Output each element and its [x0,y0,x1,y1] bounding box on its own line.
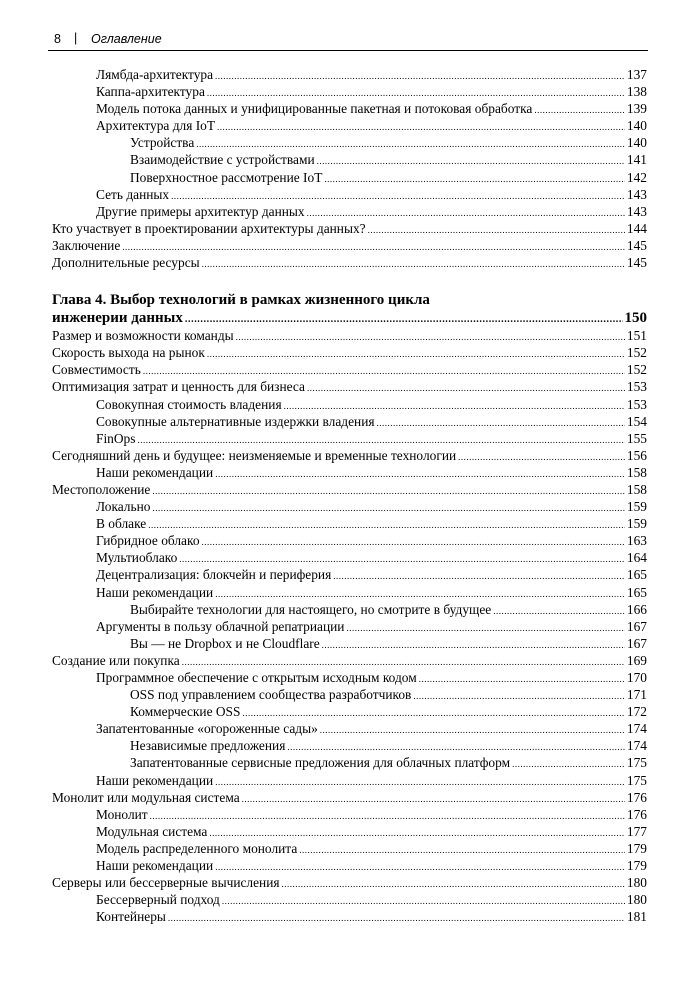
dot-leader [202,534,625,551]
toc-entry[interactable] [52,789,647,806]
toc-entry[interactable] [52,857,647,874]
toc-entry-page: 159 [626,499,647,515]
toc-entry-page: 176 [626,806,647,822]
dot-leader [324,171,625,188]
toc-entry-page: 145 [626,237,647,253]
dot-leader [185,311,623,329]
dot-leader [458,449,625,466]
toc-entry-label: Совокупная стоимость владения [96,396,282,412]
toc-entry-page: 155 [626,430,647,446]
toc-entry[interactable] [52,186,647,203]
chapter-page: 150 [624,310,647,327]
dot-leader [242,791,625,808]
toc-entry-page: 142 [626,169,647,185]
dot-leader [307,380,625,397]
toc-entry-label: Наши рекомендации [96,858,214,874]
toc-entry-page: 177 [626,823,647,839]
toc-entry[interactable] [52,151,647,168]
toc-entry-label: Сегодняшний день и будущее: неизменяемые и временные технологии [52,447,457,463]
toc-entry-page: 175 [626,755,647,771]
toc-entry-label: Наши рекомендации [96,464,214,480]
toc-entry-page: 152 [626,362,647,378]
toc-entry[interactable] [52,237,647,254]
toc-entry[interactable] [52,618,647,635]
toc-entry[interactable] [52,430,647,447]
toc-entry[interactable] [52,515,647,532]
toc-entry-label: Размер и возможности команды [52,328,234,344]
toc-entry[interactable] [52,549,647,566]
toc-entry-page: 163 [626,533,647,549]
toc-entry[interactable] [52,169,647,186]
table-of-contents [52,66,647,925]
toc-entry-page: 143 [626,186,647,202]
toc-entry[interactable] [52,447,647,464]
toc-entry-page: 167 [626,635,647,651]
toc-entry-label: Создание или покупка [52,652,180,668]
toc-entry[interactable] [52,806,647,823]
toc-entry-page: 166 [626,601,647,617]
page-number: 8 [54,32,61,46]
toc-entry-page: 141 [626,152,647,168]
chapter-entry[interactable] [52,309,647,327]
toc-entry-page: 179 [626,840,647,856]
toc-entry[interactable] [52,100,647,117]
toc-entry[interactable] [52,891,647,908]
toc-entry-label: Вы — не Dropbox и не Cloudflare [130,635,320,651]
toc-entry-page: 172 [626,704,647,720]
toc-entry[interactable] [52,413,647,430]
toc-entry-label: Лямбда-архитектура [96,67,214,82]
dot-leader [493,603,625,620]
dot-leader [333,568,625,585]
toc-entry-page: 171 [626,687,647,703]
dot-leader [377,415,625,432]
toc-entry-label: Местоположение [52,481,151,497]
dot-leader [215,466,625,483]
toc-entry[interactable] [52,635,647,652]
toc-entry[interactable] [52,772,647,789]
toc-entry[interactable] [52,874,647,891]
toc-entry[interactable] [52,840,647,857]
chapter-label: инженерии данных [52,310,183,327]
dot-leader [152,483,625,500]
toc-entry-page: 156 [626,447,647,463]
toc-entry-page: 164 [626,550,647,566]
toc-entry-label: Контейнеры [96,909,166,925]
toc-entry-page: 181 [626,909,647,925]
dot-leader [207,346,625,363]
toc-entry[interactable] [52,720,647,737]
toc-entry-label: Программное обеспечение с открытым исходным кодом [96,670,417,685]
dot-leader [150,808,625,825]
toc-entry[interactable] [52,908,647,925]
dot-leader [217,119,625,136]
dot-leader [168,910,625,927]
toc-entry-page: 154 [626,413,647,429]
toc-entry-page: 167 [626,618,647,634]
dot-leader [282,876,625,893]
toc-entry-label: Коммерческие OSS [130,704,241,720]
dot-leader [152,500,624,517]
toc-entry[interactable] [52,66,647,83]
dot-leader [346,620,624,637]
chapter-title-line: Глава 4. Выбор технологий в рамках жизненного цикла [52,292,430,309]
toc-entry[interactable] [52,344,647,361]
toc-entry-label: Запатентованные «огороженные сады» [96,721,318,737]
dot-leader [320,722,625,739]
toc-entry-page: 143 [626,203,647,219]
toc-entry-label: Аргументы в пользу облачной репатриации [96,618,345,634]
toc-entry[interactable] [52,532,647,549]
toc-entry-page: 175 [626,772,647,788]
toc-entry-label: Модель распределенного монолита [96,840,298,856]
toc-entry[interactable] [52,327,647,344]
toc-entry-label: Дополнительные ресурсы [52,255,200,271]
toc-entry[interactable] [52,703,647,720]
toc-entry-label: Выбирайте технологии для настоящего, но смотрите в будущее [130,601,492,617]
toc-entry[interactable] [52,601,647,618]
toc-entry-label: Заключение [52,237,121,253]
toc-entry-page: 165 [626,567,647,583]
toc-entry-label: Монолит или модульная система [52,789,240,805]
toc-entry[interactable] [52,203,647,220]
dot-leader [419,671,625,688]
toc-entry-label: Взаимодействие с устройствами [130,152,315,168]
toc-entry-label: Серверы или бессерверные вычисления [52,875,280,891]
toc-entry-page: 138 [626,84,647,100]
toc-entry[interactable] [52,584,647,601]
toc-entry-page: 139 [626,101,647,117]
dot-leader [148,517,625,534]
toc-entry-label: Совокупные альтернативные издержки владения [96,413,375,429]
toc-entry-label: OSS под управлением сообщества разработчиков [130,687,412,703]
toc-entry-label: Модель потока данных и унифицированные пакетная и потоковая обработка [96,101,533,117]
toc-entry-label: Каппа-архитектура [96,84,205,100]
dot-leader [317,153,625,170]
toc-entry-page: 174 [626,738,647,754]
toc-entry-label: Локально [96,499,151,515]
toc-entry-label: Оптимизация затрат и ценность для бизнеса [52,379,305,395]
dot-leader [215,774,625,791]
toc-entry-page: 180 [626,875,647,891]
toc-entry-page: 176 [626,789,647,805]
dot-leader [413,688,625,705]
toc-entry-page: 158 [626,464,647,480]
toc-entry-label: Архитектура для IoT [96,118,216,134]
toc-entry-page: 170 [626,670,647,685]
toc-entry[interactable] [52,652,647,669]
toc-entry[interactable] [52,481,647,498]
toc-entry[interactable] [52,669,647,686]
running-title: Оглавление [91,32,162,46]
toc-entry[interactable] [52,378,647,395]
toc-entry-label: Модульная система [96,823,208,839]
toc-entry[interactable] [52,498,647,515]
toc-entry[interactable] [52,754,647,771]
toc-entry-label: FinOps [96,430,136,446]
toc-entry[interactable] [52,686,647,703]
dot-leader [322,637,625,654]
toc-entry-label: Другие примеры архитектур данных [96,203,305,219]
toc-entry-page: 140 [626,118,647,134]
toc-entry-label: Скорость выхода на рынок [52,345,205,361]
toc-entry-label: Монолит [96,806,148,822]
toc-entry-page: 158 [626,481,647,497]
toc-entry-page: 165 [626,584,647,600]
toc-entry-page: 151 [626,328,647,344]
running-header [48,30,648,51]
dot-leader [512,756,625,773]
toc-entry[interactable] [52,396,647,413]
toc-entry[interactable] [52,117,647,134]
toc-entry-page: 153 [626,396,647,412]
dot-leader [236,329,625,346]
toc-entry-page: 137 [626,67,647,82]
toc-entry-label: Гибридное облако [96,533,200,549]
toc-entry-page: 145 [626,255,647,271]
toc-entry-page: 179 [626,858,647,874]
toc-entry-label: Наши рекомендации [96,772,214,788]
toc-entry-page: 144 [626,220,647,236]
toc-entry-label: Совместимость [52,362,141,378]
toc-entry[interactable] [52,737,647,754]
toc-entry-label: Бессерверный подход [96,892,220,908]
toc-entry-label: Кто участвует в проектировании архитектуры данных? [52,220,366,236]
dot-leader [534,102,625,119]
toc-section-before [52,66,647,271]
toc-entry[interactable] [52,254,647,271]
toc-entry-label: Мультиоблако [96,550,178,566]
toc-entry-label: Децентрализация: блокчейн и периферия [96,567,332,583]
toc-entry-page: 159 [626,516,647,532]
toc-entry-page: 140 [626,135,647,151]
dot-leader [299,842,625,859]
toc-entry-page: 180 [626,892,647,908]
toc-entry[interactable] [52,823,647,840]
toc-entry-label: Поверхностное рассмотрение IoT [130,169,323,185]
toc-entry-page: 174 [626,721,647,737]
toc-entry-label: Устройства [130,135,195,151]
toc-entry-label: Сеть данных [96,186,170,202]
dot-leader [222,893,625,910]
toc-entry-label: Независимые предложения [130,738,286,754]
toc-entry-label: Наши рекомендации [96,584,214,600]
toc-entry-page: 169 [626,652,647,668]
toc-entry-label: Запатентованные сервисные предложения для облачных платформ [130,755,511,771]
dot-leader [215,68,625,85]
dot-leader [368,222,625,239]
toc-entry[interactable] [52,134,647,151]
toc-entry[interactable] [52,566,647,583]
toc-entry-page: 153 [626,379,647,395]
toc-entry[interactable] [52,83,647,100]
toc-entry[interactable] [52,464,647,481]
toc-section-after [52,327,647,925]
toc-entry-page: 152 [626,345,647,361]
header-separator: | [74,31,78,45]
toc-entry-label: В облаке [96,516,147,532]
dot-leader [202,256,625,273]
toc-entry[interactable] [52,220,647,237]
toc-entry[interactable] [52,361,647,378]
